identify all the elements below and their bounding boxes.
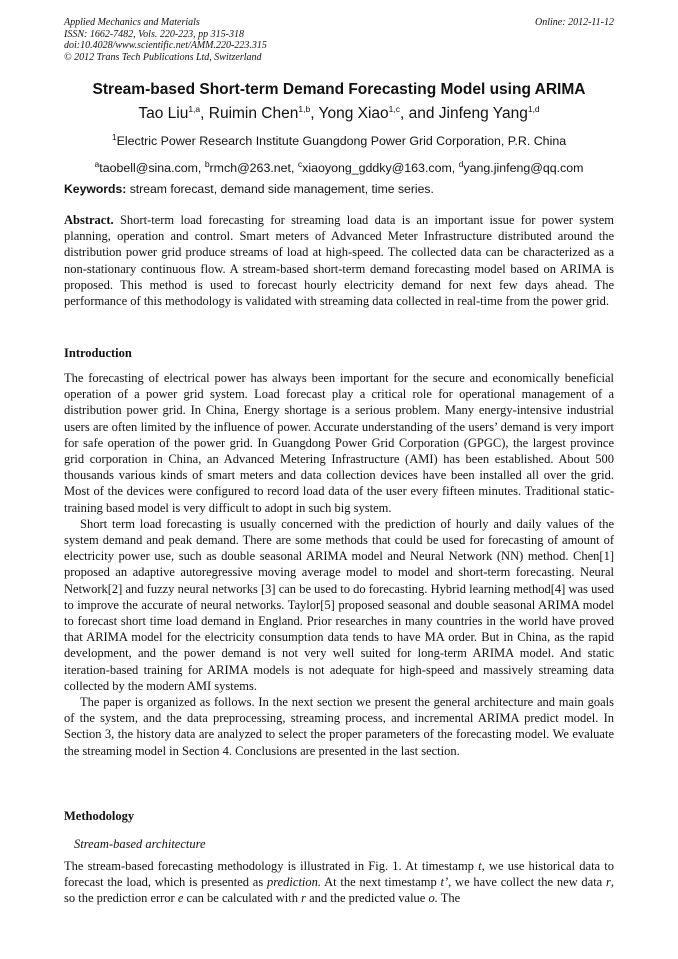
- author-name: Yong Xiao: [318, 105, 389, 122]
- variable: r: [606, 875, 611, 890]
- introduction-body: [64, 370, 614, 759]
- introduction-paragraph: Short term load forecasting is usually concerned with the prediction of hourly and daily values of the system demand and peak demand. There are some methods that could be used for forecasting of amount of electricity power use, such as double seasonal ARIMA model and Neural Network (NN) method. Chen[1] proposed an adaptive autoregressive moving average model to model and short-term forecasting. Neural Network[2] and fuzzy neural networks [3] can be used to do forecasting. Hybrid learning method[4] was used to improve the accurate of neural networks. Taylor[5] proposed seasonal and double seasonal ARIMA model to forecast short time load demand in England. Prior researches in many countries in the world have proved that ARIMA model for the electricity consumption data tends to have MA order. But in China, as the rapid development, and the power demand is not very well suited for long-term ARIMA model. And static iteration-based training for ARIMA models is not adequate for high-speed and massively streaming data collected by the modern AMI systems.: [64, 516, 614, 693]
- affiliation-sup: 1: [111, 131, 117, 142]
- abstract-label: Abstract.: [64, 213, 114, 227]
- methodology-paragraph: [64, 858, 614, 907]
- online-date: Online: 2012-11-12: [535, 17, 614, 28]
- author-name: Tao Liu: [138, 105, 189, 122]
- author-separator: ,: [310, 105, 319, 122]
- email-address[interactable]: taobell@sina.com: [99, 161, 198, 175]
- abstract-text: Short-term load forecasting for streaming load data is an important issue for power system planning, operation and control. Smart meters of Advanced Meter Infrastructure distributed around the distribution power grid produce streams of load at high-speed. The collected data can be characterized as a non-stationary continuous flow. A stream-based short-term demand forecasting model based on ARIMA is proposed. This method is used to forecast hourly electricity demand for next few days ahead. The performance of this methodology is validated with streaming data collected in real-time from the power grid.: [64, 213, 614, 309]
- abstract: [64, 212, 614, 309]
- methodology-heading: Methodology: [64, 809, 135, 823]
- introduction-paragraph: The forecasting of electrical power has always been important for the secure and economically beneficial operation of a power grid system. Load forecast play a critical role for operational management of a distribution power grid. In China, Energy shortage is a serious problem. Many energy-intensive industrial users are often limited by the influence of power. Accurate understanding of the users’ demand is very import for safe operation of the power grid. In Guangdong Power Grid Corporation (GPGC), the largest province grid corporation in China, an Advanced Metering Infrastructure (AMI) has been established. About 500 thousands various kinds of smart meters and data collection devices have been installed all over the grid. Most of the devices were configured to record load data of the user every fifteen minutes. Traditional static-training based model is very difficult to adopt in such big system.: [64, 371, 614, 515]
- author-sup: 1,c: [388, 103, 400, 114]
- variable: r: [301, 891, 306, 906]
- introduction-paragraph: The paper is organized as follows. In the next section we present the general architecture and main goals of the system, and the data preprocessing, streaming process, and incremental ARIMA predict model. In Section 3, the history data are analyzed to select the proper parameters of the forecasting model. We evaluate the streaming model in Section 4. Conclusions are presented in the last section.: [64, 695, 614, 758]
- email-sup: d: [458, 158, 464, 169]
- text-run: At the next timestamp: [321, 875, 441, 890]
- email-list: [40, 160, 638, 176]
- title-block: [40, 80, 638, 176]
- author-sup: 1,d: [527, 103, 540, 114]
- text-run: can be calculated with: [183, 891, 302, 906]
- variable: t’: [440, 875, 449, 890]
- email-sup: b: [204, 158, 210, 169]
- author-sup: 1,b: [298, 103, 311, 114]
- author-name: Jinfeng Yang: [438, 105, 528, 122]
- text-run: and the predicted value: [305, 891, 429, 906]
- keywords: [64, 181, 614, 197]
- doi-line: doi:10.4028/www.scientific.net/AMM.220-223.315: [64, 40, 267, 51]
- author-separator: , and: [400, 105, 439, 122]
- email-sup: c: [297, 158, 303, 169]
- affiliation: [40, 133, 638, 149]
- email-separator: ,: [451, 161, 459, 175]
- email-address[interactable]: xiaoyong_gddky@163.com: [302, 161, 452, 175]
- affiliation-text: Electric Power Research Institute Guangdong Power Grid Corporation, P.R. China: [116, 134, 567, 148]
- journal-name: Applied Mechanics and Materials: [64, 17, 200, 28]
- author-sup: 1,a: [188, 103, 201, 114]
- email-separator: ,: [197, 161, 205, 175]
- text-run: , so the prediction error: [64, 875, 614, 906]
- author-separator: ,: [200, 105, 209, 122]
- variable: prediction.: [266, 875, 322, 890]
- text-run: The: [437, 891, 461, 906]
- variable: t: [478, 859, 482, 873]
- paper-title: Stream-based Short-term Demand Forecasting Model using ARIMA: [92, 81, 586, 98]
- author-list: [40, 104, 638, 124]
- subsection-heading: Stream-based architecture: [74, 837, 206, 851]
- issn-line: ISSN: 1662-7482, Vols. 220-223, pp 315-318: [64, 28, 244, 40]
- keywords-text: stream forecast, demand side management, time series.: [129, 182, 434, 196]
- introduction-heading: Introduction: [64, 346, 132, 360]
- author-name: Ruimin Chen: [208, 105, 299, 122]
- email-address[interactable]: yang.jinfeng@qq.com: [463, 161, 584, 175]
- journal-header: [64, 17, 267, 63]
- email-separator: ,: [291, 161, 298, 175]
- email-address[interactable]: rmch@263.net: [209, 161, 291, 175]
- text-run: , we have collect the new data: [448, 875, 606, 890]
- email-sup: a: [94, 158, 100, 169]
- text-run: The stream-based forecasting methodology is illustrated in Fig. 1. At timestamp: [64, 859, 479, 873]
- copyright-line: © 2012 Trans Tech Publications Ltd, Switzerland: [64, 51, 262, 63]
- text-run: , we use historical data to forecast the load, which is presented as: [64, 859, 615, 890]
- variable: o.: [428, 891, 438, 906]
- variable: e: [177, 891, 184, 906]
- keywords-label: Keywords:: [64, 182, 127, 196]
